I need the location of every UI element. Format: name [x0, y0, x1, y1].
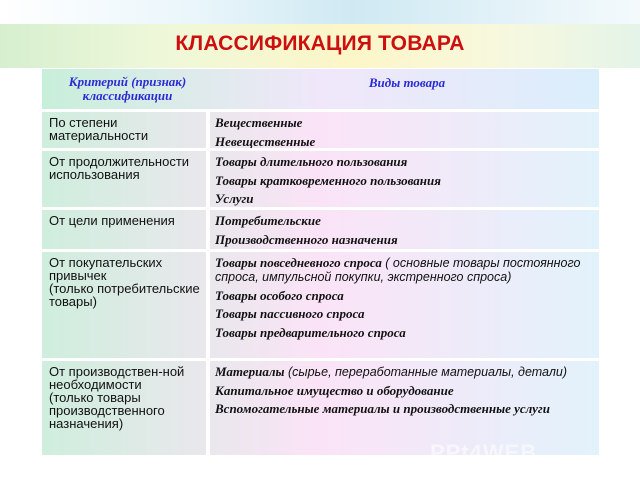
types-cell	[210, 252, 599, 358]
type-item: Материалы (сырье, переработанные материалы, детали)	[215, 364, 568, 379]
type-item-detail: ( основные товары постоянного спроса, импульсной покупки, экстренного спроса)	[215, 256, 581, 284]
criterion-cell	[42, 252, 206, 358]
header-criterion-cell	[42, 69, 206, 109]
header-criterion: Критерий (признак) классификации	[68, 74, 187, 103]
criterion-text: От цели применения	[49, 213, 175, 228]
type-item: Потребительские	[215, 213, 321, 228]
type-item: Услуги	[215, 191, 254, 206]
criterion-text: От производствен-ной необходимости	[49, 364, 185, 392]
types-cell	[210, 151, 599, 207]
type-item: Вспомогательные материалы и производственные услуги	[215, 401, 550, 416]
criterion-text: По степени материальности	[49, 115, 149, 143]
type-item: Товары кратковременного пользования	[215, 172, 441, 188]
type-item: Производственного назначения	[215, 231, 398, 247]
type-item: Невещественные	[215, 133, 316, 149]
type-item: Товары особого спроса	[215, 287, 344, 303]
types-cell	[210, 361, 599, 455]
type-item-detail: (сырье, переработанные материалы, детали)	[284, 365, 568, 379]
table-row	[42, 112, 599, 148]
header-types: Виды товара	[368, 75, 446, 90]
type-item: Вещественные	[215, 115, 303, 130]
criterion-text: От покупательских привычек	[49, 255, 163, 283]
type-item: Капитальное имущество и оборудование	[215, 382, 454, 398]
slide-title: КЛАССИФИКАЦИЯ ТОВАРА	[175, 32, 465, 55]
type-item: Товары предварительного спроса	[215, 324, 406, 340]
watermark: PPt4WEB	[430, 440, 538, 465]
criterion-text: От продолжительности использования	[49, 154, 190, 182]
table-row	[42, 210, 599, 249]
criterion-cell	[42, 151, 206, 207]
header-types-cell	[210, 69, 599, 109]
classification-table	[42, 69, 599, 455]
types-cell	[210, 210, 599, 249]
types-cell	[210, 112, 599, 148]
criterion-cell	[42, 210, 206, 249]
type-item: Товары повседневного спроса ( основные товары постоянного спроса, импульсной покупки, экстренного спроса)	[215, 255, 581, 284]
criterion-note: (только товары производственного назначения)	[49, 390, 165, 431]
criterion-note: (только потребительские товары)	[49, 281, 200, 309]
table-header	[42, 69, 599, 109]
criterion-cell	[42, 361, 206, 455]
type-item: Товары длительного пользования	[215, 154, 408, 169]
type-item: Товары пассивного спроса	[215, 306, 365, 321]
table-row	[42, 252, 599, 358]
table-row	[42, 151, 599, 207]
criterion-cell	[42, 112, 206, 148]
